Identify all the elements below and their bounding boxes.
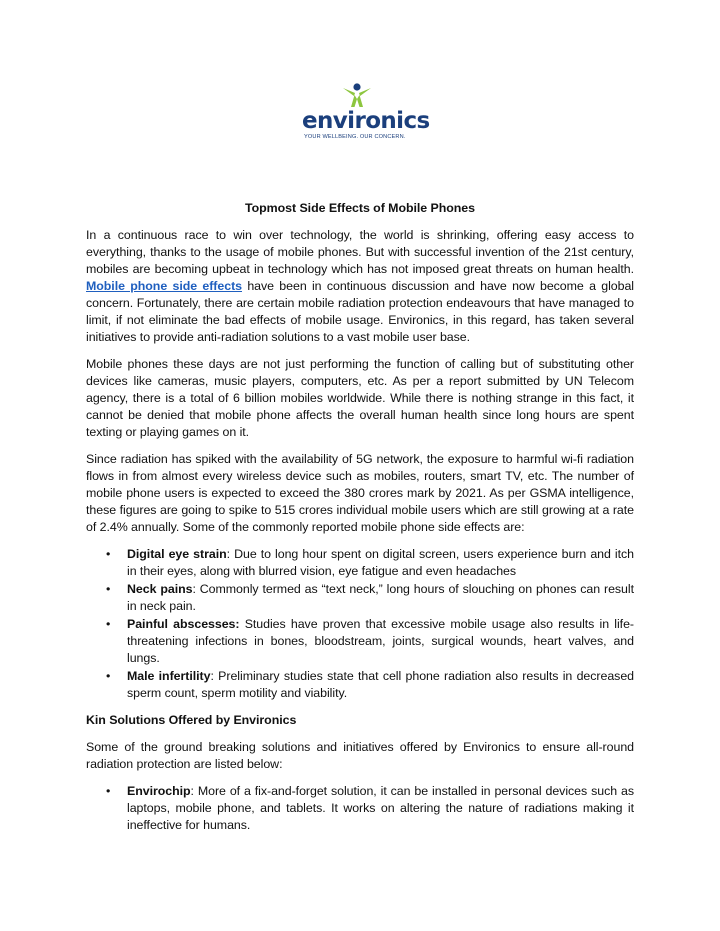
paragraph-radiation: Since radiation has spiked with the availability of 5G network, the exposure to harmful wi-fi radiation flows in from almost every wireless device such as mobiles, routers, smart TV, etc. The number of mobile phone users is expected to exceed the 380 crores mark by 2021. As per GSMA intelligence, these figures are going to spike to 515 crores individual mobile users which are still growing at a rate of 2.4% annually. Some of the commonly reported mobile phone side effects are: xyxy=(86,452,634,534)
list-item-term: Envirochip xyxy=(127,784,191,798)
list-item-term: Male infertility xyxy=(127,669,211,683)
list-item xyxy=(86,546,634,580)
list-item-term: Neck pains xyxy=(127,582,193,596)
list-item-term: Digital eye strain xyxy=(127,547,227,561)
bullet-icon: • xyxy=(106,617,111,631)
bullet-icon: • xyxy=(106,784,111,798)
list-item-separator: : xyxy=(190,784,198,798)
solutions-list xyxy=(86,783,634,834)
list-item xyxy=(86,668,634,702)
paragraph-devices: Mobile phones these days are not just performing the function of calling but of substituting other devices like cameras, music players, computers, etc. As per a report submitted by UN Telecom agency, there is a total of 6 billion mobiles worldwide. While there is nothing strange in this fact, it cannot be denied that mobile phone affects the overall human health since long hours are spent texting or playing games on it. xyxy=(86,357,634,439)
side-effects-list xyxy=(86,546,634,702)
list-item-text: Commonly termed as “text neck,” long hours of slouching on phones can result in neck pain. xyxy=(127,582,634,613)
person-star-icon xyxy=(342,82,372,108)
list-item-separator: : xyxy=(210,669,219,683)
bullet-icon: • xyxy=(106,669,111,683)
intro-text-end: have been in continuous discussion and have now become a global concern. Fortunately, there are certain mobile radiation protection endeavours that have managed to limit, if not eliminate the bad effects of mobile usage. Environics, in this regard, has taken several initiatives to provide anti-radiation solutions to a vast mobile user base. xyxy=(86,279,635,344)
article-body xyxy=(86,200,634,844)
list-item-text: Preliminary studies state that cell phone radiation also results in decreased sperm count, sperm motility and viability. xyxy=(127,669,635,700)
list-item xyxy=(86,581,634,615)
bullet-icon: • xyxy=(106,547,111,561)
mobile-phone-side-effects-link[interactable]: Mobile phone side effects xyxy=(86,279,242,293)
logo-tagline: YOUR WELLBEING. OUR CONCERN. xyxy=(304,134,406,140)
list-item-text: More of a fix-and-forget solution, it can be installed in personal devices such as laptops, mobile phone, and tablets. It works on altering the nature of radiations making it ineffective for humans. xyxy=(127,784,634,832)
paragraph-solutions-intro: Some of the ground breaking solutions and initiatives offered by Environics to ensure all-round radiation protection are listed below: xyxy=(86,740,634,771)
section-heading: Kin Solutions Offered by Environics xyxy=(86,713,297,727)
list-item-separator: : xyxy=(226,547,235,561)
list-item xyxy=(86,616,634,667)
intro-text-start: In a continuous race to win over technology, the world is shrinking, offering easy access to everything, thanks to the usage of mobile phones. But with successful invention of the 21st century, mobiles are becoming upbeat in technology which has not imposed great threats on human health. xyxy=(86,228,634,276)
logo-wordmark: environics xyxy=(302,108,430,134)
paragraph-intro xyxy=(86,227,634,346)
environics-logo xyxy=(300,82,430,146)
list-item-separator: : xyxy=(192,582,200,596)
list-item xyxy=(86,783,634,834)
article-title: Topmost Side Effects of Mobile Phones xyxy=(245,201,475,215)
list-item-term: Painful abscesses: xyxy=(127,617,240,631)
bullet-icon: • xyxy=(106,582,111,596)
list-item-text: Due to long hour spent on digital screen, users experience burn and itch in their eyes, along with blurred vision, eye fatigue and even headaches xyxy=(127,547,634,578)
list-item-text: Studies have proven that excessive mobile usage also results in life-threatening infections in bones, bloodstream, joints, surgical wounds, heart valves, and lungs. xyxy=(127,617,634,665)
